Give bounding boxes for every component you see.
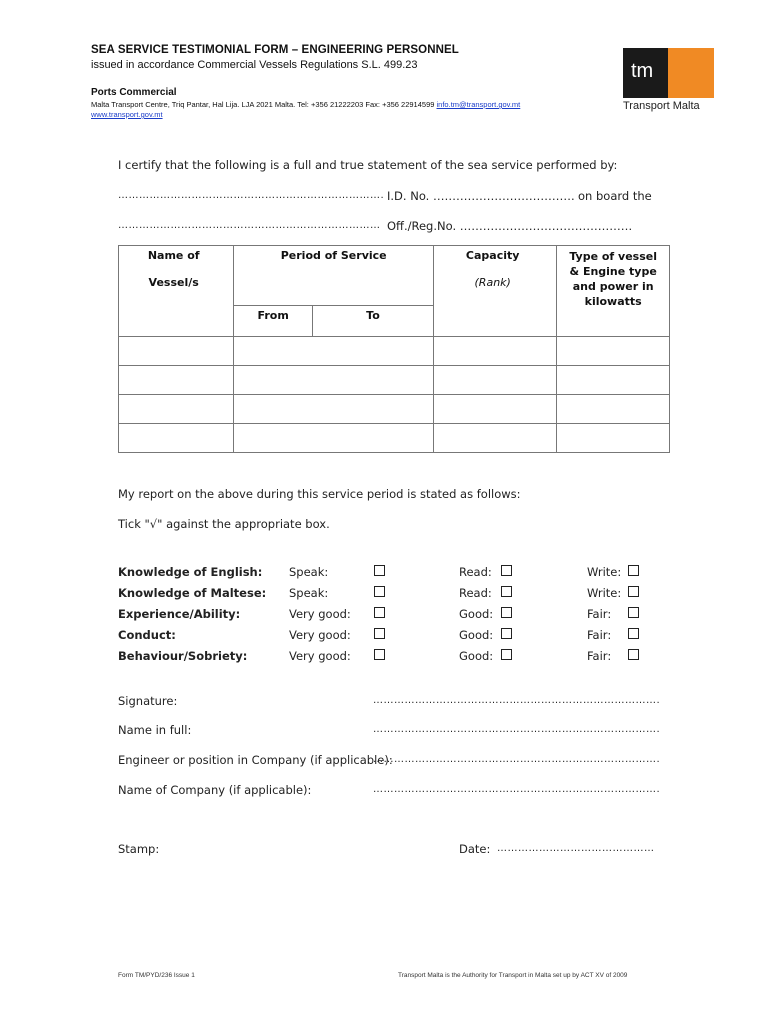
rating-option-label: Good: xyxy=(459,607,494,621)
rating-option-label: Write: xyxy=(587,586,622,600)
form-number: Form TM/PYD/236 Issue 1 xyxy=(118,972,195,979)
table-row xyxy=(119,337,670,366)
address-text: Malta Transport Centre, Triq Pantar, Hal Lija. LJA 2021 Malta. Tel: +356 21222203 Fax: +356 22914599 xyxy=(91,100,435,109)
id-number-field[interactable]: I.D. No. ………………………………. xyxy=(387,189,575,203)
checkbox[interactable] xyxy=(374,565,385,576)
certify-statement: I certify that the following is a full and true statement of the sea service performed by: xyxy=(118,158,618,172)
table-row xyxy=(119,366,670,395)
rating-option-label: Speak: xyxy=(289,565,329,579)
rating-option-label: Very good: xyxy=(289,649,351,663)
rating-option-label: Write: xyxy=(587,565,622,579)
table-cell[interactable] xyxy=(119,424,234,453)
on-board-label: on board the xyxy=(578,189,652,203)
checkbox[interactable] xyxy=(374,649,385,660)
rating-option-label: Fair: xyxy=(587,649,612,663)
checkbox[interactable] xyxy=(374,607,385,618)
rating-option-label: Speak: xyxy=(289,586,329,600)
header-rank-label: (Rank) xyxy=(474,276,511,289)
rating-label: Conduct: xyxy=(118,628,176,642)
rating-option-label: Good: xyxy=(459,628,494,642)
service-table xyxy=(118,245,670,453)
department-name: Ports Commercial xyxy=(91,87,177,98)
name-in-full-label: Name in full: xyxy=(118,723,192,737)
checkbox[interactable] xyxy=(501,628,512,639)
checkbox[interactable] xyxy=(628,586,639,597)
table-row xyxy=(119,424,670,453)
table-cell[interactable] xyxy=(434,424,557,453)
rating-option-label: Read: xyxy=(459,586,492,600)
header-to xyxy=(312,306,433,337)
table-cell[interactable] xyxy=(557,337,670,366)
header-capacity-label: Capacity xyxy=(465,249,520,262)
checkbox[interactable] xyxy=(501,649,512,660)
header-type-label: Type of vessel & Engine type and power in kilowatts xyxy=(569,250,657,308)
header-from-label: From xyxy=(257,309,289,322)
rating-option-label: Read: xyxy=(459,565,492,579)
rating-option-label: Fair: xyxy=(587,607,612,621)
email-link[interactable]: info.tm@transport.gov.mt xyxy=(436,100,521,109)
header-period-of-service xyxy=(234,246,434,306)
engineer-position-field[interactable]: ………………………………………………………………………. xyxy=(373,754,661,765)
stamp-label: Stamp: xyxy=(118,842,160,856)
checkbox[interactable] xyxy=(501,586,512,597)
header-type-of-vessel xyxy=(557,246,670,337)
rating-option-label: Fair: xyxy=(587,628,612,642)
form-title: SEA SERVICE TESTIMONIAL FORM – ENGINEERING PERSONNEL xyxy=(91,44,459,56)
rating-option-label: Good: xyxy=(459,649,494,663)
company-name-field[interactable]: ………………………………………………………………………. xyxy=(373,784,661,795)
rating-label: Behaviour/Sobriety: xyxy=(118,649,248,663)
tick-instruction: Tick "√" against the appropriate box. xyxy=(118,517,330,531)
logo-text: Transport Malta xyxy=(623,100,700,112)
checkbox[interactable] xyxy=(374,628,385,639)
vessel-name-field[interactable]: ………………………………………………………………… xyxy=(118,220,381,231)
form-subtitle: issued in accordance Commercial Vessels Regulations S.L. 499.23 xyxy=(91,59,418,71)
header-name-of-vessel xyxy=(119,246,234,337)
contact-line xyxy=(91,100,520,109)
table-cell[interactable] xyxy=(434,395,557,424)
table-cell[interactable] xyxy=(119,337,234,366)
report-statement: My report on the above during this service period is stated as follows: xyxy=(118,487,521,501)
seafarer-name-field[interactable]: …………………………………………………………………. xyxy=(118,190,385,201)
logo-letters: tm xyxy=(631,60,654,82)
logo-orange-block xyxy=(668,48,714,98)
signature-label: Signature: xyxy=(118,694,178,708)
rating-option-label: Very good: xyxy=(289,607,351,621)
header-capacity xyxy=(434,246,557,337)
header-from xyxy=(234,306,313,337)
rating-label: Knowledge of English: xyxy=(118,565,263,579)
header-period-label: Period of Service xyxy=(280,249,387,262)
header-to-label: To xyxy=(366,309,380,322)
table-cell[interactable] xyxy=(557,424,670,453)
name-in-full-field[interactable]: ………………………………………………………………………. xyxy=(373,724,661,735)
checkbox[interactable] xyxy=(628,607,639,618)
date-field[interactable]: ……………………………………… xyxy=(497,843,655,854)
table-row xyxy=(119,395,670,424)
table-cell[interactable] xyxy=(234,424,434,453)
date-label: Date: xyxy=(459,842,491,856)
table-cell[interactable] xyxy=(234,366,434,395)
rating-option-label: Very good: xyxy=(289,628,351,642)
transport-malta-logo xyxy=(623,48,714,98)
table-cell[interactable] xyxy=(234,337,434,366)
rating-label: Experience/Ability: xyxy=(118,607,241,621)
website-link[interactable]: www.transport.gov.mt xyxy=(91,110,163,119)
checkbox[interactable] xyxy=(501,607,512,618)
checkbox[interactable] xyxy=(628,565,639,576)
checkbox[interactable] xyxy=(374,586,385,597)
header-vessels: Vessel/s xyxy=(148,276,199,289)
table-cell[interactable] xyxy=(434,366,557,395)
table-cell[interactable] xyxy=(557,395,670,424)
table-cell[interactable] xyxy=(557,366,670,395)
table-cell[interactable] xyxy=(119,395,234,424)
logo-dark-block xyxy=(623,48,668,98)
authority-note: Transport Malta is the Authority for Transport in Malta set up by ACT XV of 2009 xyxy=(398,972,628,979)
reg-number-field[interactable]: Off./Reg.No. ……………………………………… xyxy=(387,219,633,233)
header-name-of: Name of xyxy=(147,249,200,262)
checkbox[interactable] xyxy=(628,628,639,639)
rating-label: Knowledge of Maltese: xyxy=(118,586,267,600)
checkbox[interactable] xyxy=(501,565,512,576)
engineer-position-label: Engineer or position in Company (if applicable): xyxy=(118,753,393,767)
company-name-label: Name of Company (if applicable): xyxy=(118,783,312,797)
table-cell[interactable] xyxy=(119,366,234,395)
table-cell[interactable] xyxy=(434,337,557,366)
signature-field[interactable]: ………………………………………………………………………. xyxy=(373,695,661,706)
table-cell[interactable] xyxy=(234,395,434,424)
checkbox[interactable] xyxy=(628,649,639,660)
